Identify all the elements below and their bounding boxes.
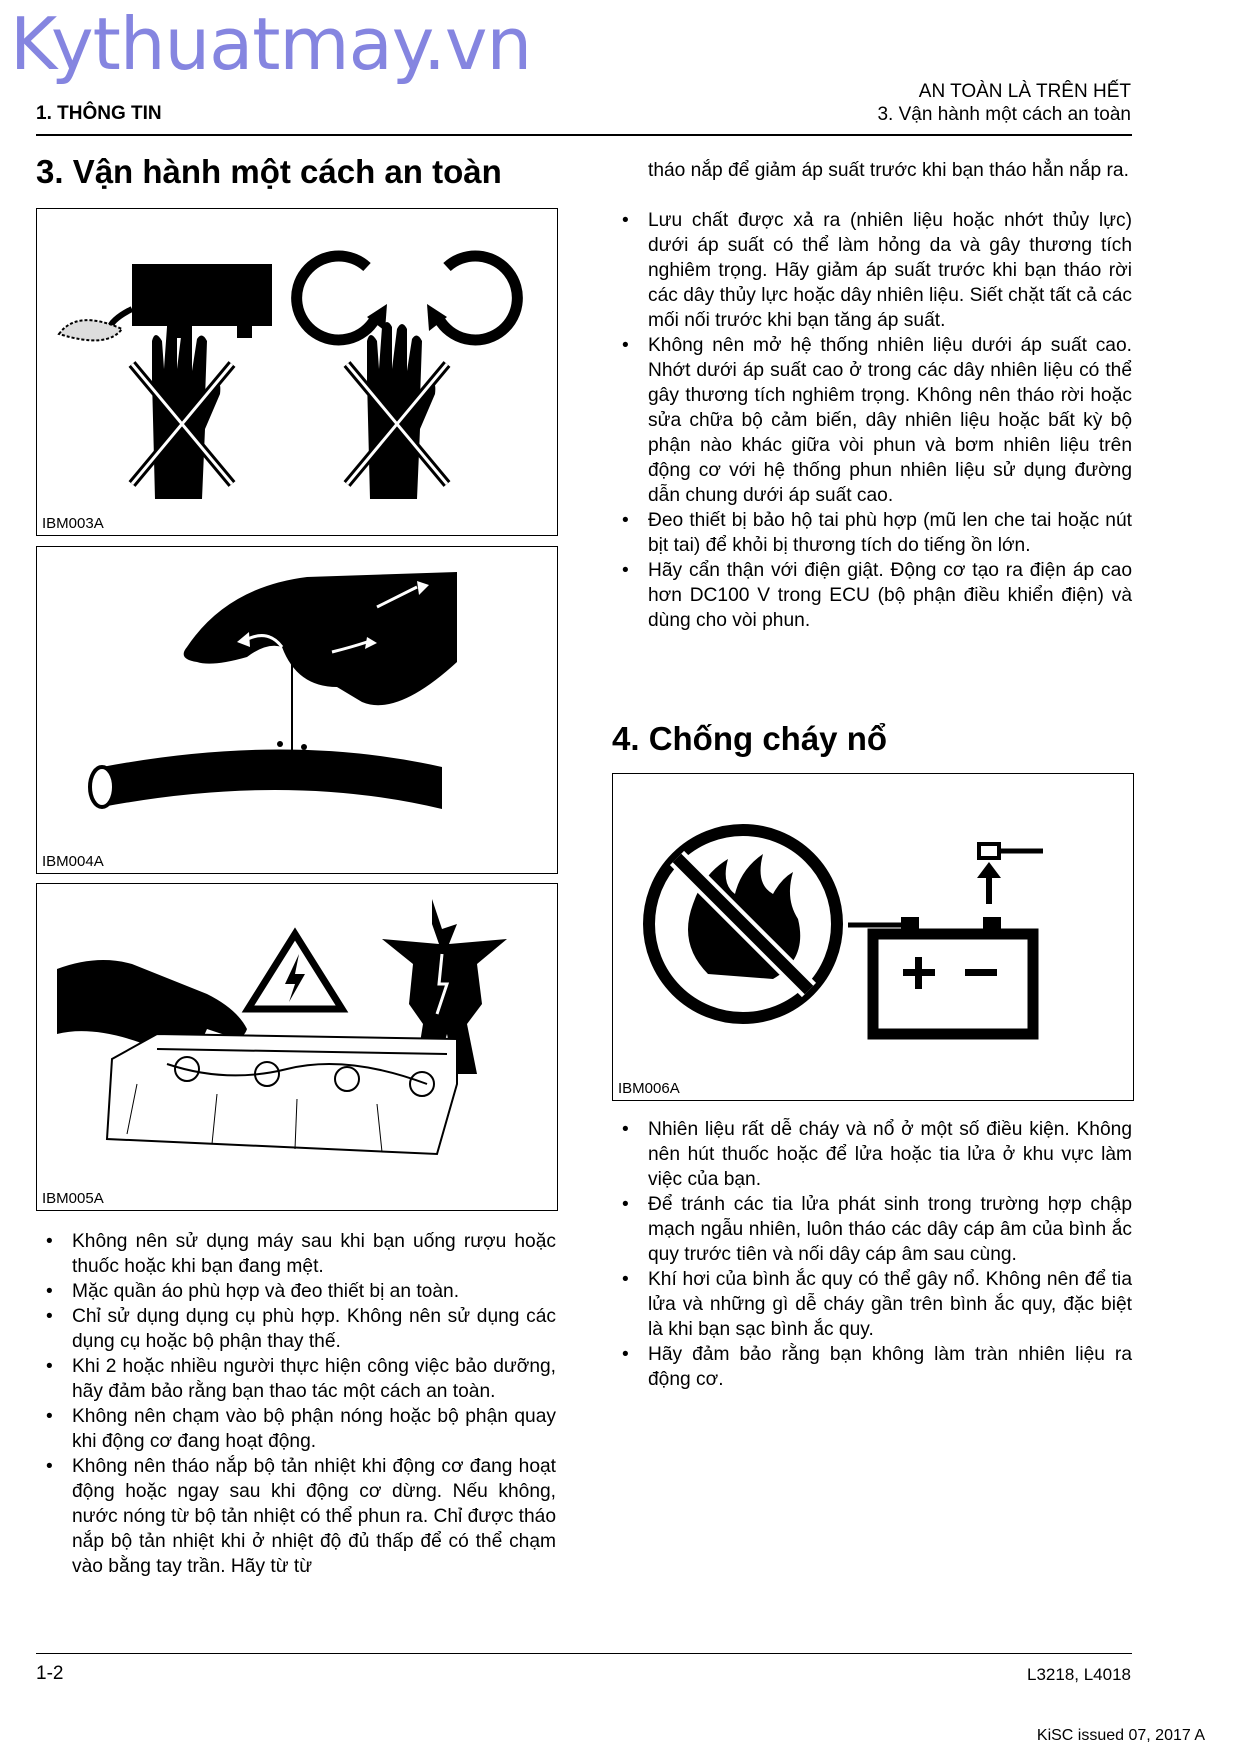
figure-caption: IBM005A	[42, 1190, 104, 1207]
figure-ibm003a	[36, 208, 558, 536]
header-chapter: 1. THÔNG TIN	[36, 103, 162, 124]
list-item: • Khí hơi của bình ắc quy có thể gây nổ. Không nên để tia lửa và những gì dễ cháy gần trên bình ắc quy, đặc biệt là khi bạn sạc bình ắc quy.	[612, 1267, 1132, 1342]
section3-left-bullets	[36, 1229, 556, 1579]
figure-caption: IBM003A	[42, 515, 104, 532]
list-item: • Không nên chạm vào bộ phận nóng hoặc bộ phận quay khi động cơ đang hoạt động.	[36, 1404, 556, 1454]
figure-caption: IBM004A	[42, 853, 104, 870]
list-item: • Nhiên liệu rất dễ cháy và nổ ở một số điều kiện. Không nên hút thuốc hoặc để lửa hoặc tia lửa ở khu vực làm việc của bạn.	[612, 1117, 1132, 1192]
list-item: • Không nên mở hệ thống nhiên liệu dưới áp suất cao. Nhớt dưới áp suất cao ở trong các dây nhiên liệu có thể gây thương tích nghiêm trọng. Không nên tháo rời hoặc sửa chữa bộ cảm biến, dây nhiên liệu hoặc bất kỳ bộ phận nào khác giữa vòi phun và bơm nhiên liệu trên động cơ với hệ thống phun nhiên liệu sử dụng đường dẫn chung dưới áp suất cao.	[612, 333, 1132, 508]
section4-title: 4. Chống cháy nổ	[612, 720, 888, 757]
list-item: • Không nên tháo nắp bộ tản nhiệt khi động cơ đang hoạt động hoặc ngay sau khi động cơ dừng. Nếu không, nước nóng từ bộ tản nhiệt có thể phun ra. Chỉ được tháo nắp bộ tản nhiệt khi ở nhiệt độ đủ thấp để có thể chạm vào bằng tay trần. Hãy từ từ	[36, 1454, 556, 1579]
hot-parts-rotating-warning-illustration	[37, 209, 557, 535]
list-item: • Khi 2 hoặc nhiều người thực hiện công việc bảo dưỡng, hãy đảm bảo rằng bạn thao tác một cách an toàn.	[36, 1354, 556, 1404]
list-item: • Không nên sử dụng máy sau khi bạn uống rượu hoặc thuốc hoặc khi bạn đang mệt.	[36, 1229, 556, 1279]
list-item: • Mặc quần áo phù hợp và đeo thiết bị an toàn.	[36, 1279, 556, 1304]
section3-title: 3. Vận hành một cách an toàn	[36, 153, 502, 190]
issue-note: KiSC issued 07, 2017 A	[1036, 1727, 1205, 1744]
list-item: • Để tránh các tia lửa phát sinh trong trường hợp chập mạch ngẫu nhiên, luôn tháo các dây cáp âm của bình ắc quy trước tiên và nối dây cáp âm sau cùng.	[612, 1192, 1132, 1267]
watermark: Kythuatmay.vn	[10, 2, 532, 86]
list-item: • Hãy đảm bảo rằng bạn không làm tràn nhiên liệu ra động cơ.	[612, 1342, 1132, 1392]
figure-ibm004a	[36, 546, 558, 874]
list-item: • Lưu chất được xả ra (nhiên liệu hoặc nhớt thủy lực) dưới áp suất có thể làm hỏng da và gây thương tích nghiêm trọng. Hãy giảm áp suất trước khi bạn tháo rời các dây thủy lực hoặc dây nhiên liệu. Siết chặt tất cả các mối nối trước khi bạn tăng áp suất.	[612, 208, 1132, 333]
header-rule	[36, 134, 1132, 136]
footer-rule	[36, 1653, 1132, 1654]
electric-shock-warning-illustration	[37, 884, 557, 1210]
section3-continuation: tháo nắp để giảm áp suất trước khi bạn tháo hẳn nắp ra.	[648, 160, 1129, 181]
list-item: • Đeo thiết bị bảo hộ tai phù hợp (mũ len che tai hoặc nút bịt tai) để khỏi bị thương tích do tiếng ồn lớn.	[612, 508, 1132, 558]
page-number: 1-2	[36, 1663, 64, 1684]
figure-caption: IBM006A	[618, 1080, 680, 1097]
section3-right-bullets	[612, 208, 1132, 633]
section4-bullets	[612, 1117, 1132, 1392]
no-fire-battery-illustration	[613, 774, 1133, 1100]
figure-ibm006a	[612, 773, 1134, 1101]
list-item: • Chỉ sử dụng dụng cụ phù hợp. Không nên sử dụng các dụng cụ hoặc bộ phận thay thế.	[36, 1304, 556, 1354]
high-pressure-fluid-warning-illustration	[37, 547, 557, 873]
header-section	[877, 80, 1131, 126]
header-right-line1: AN TOÀN LÀ TRÊN HẾT	[918, 81, 1131, 102]
list-item: • Hãy cẩn thận với điện giật. Động cơ tạo ra điện áp cao hơn DC100 V trong ECU (bộ phận điều khiển điện) và dùng cho vòi phun.	[612, 558, 1132, 633]
model-number: L3218, L4018	[1027, 1665, 1131, 1684]
figure-ibm005a	[36, 883, 558, 1211]
header-right-line2: 3. Vận hành một cách an toàn	[877, 104, 1131, 125]
